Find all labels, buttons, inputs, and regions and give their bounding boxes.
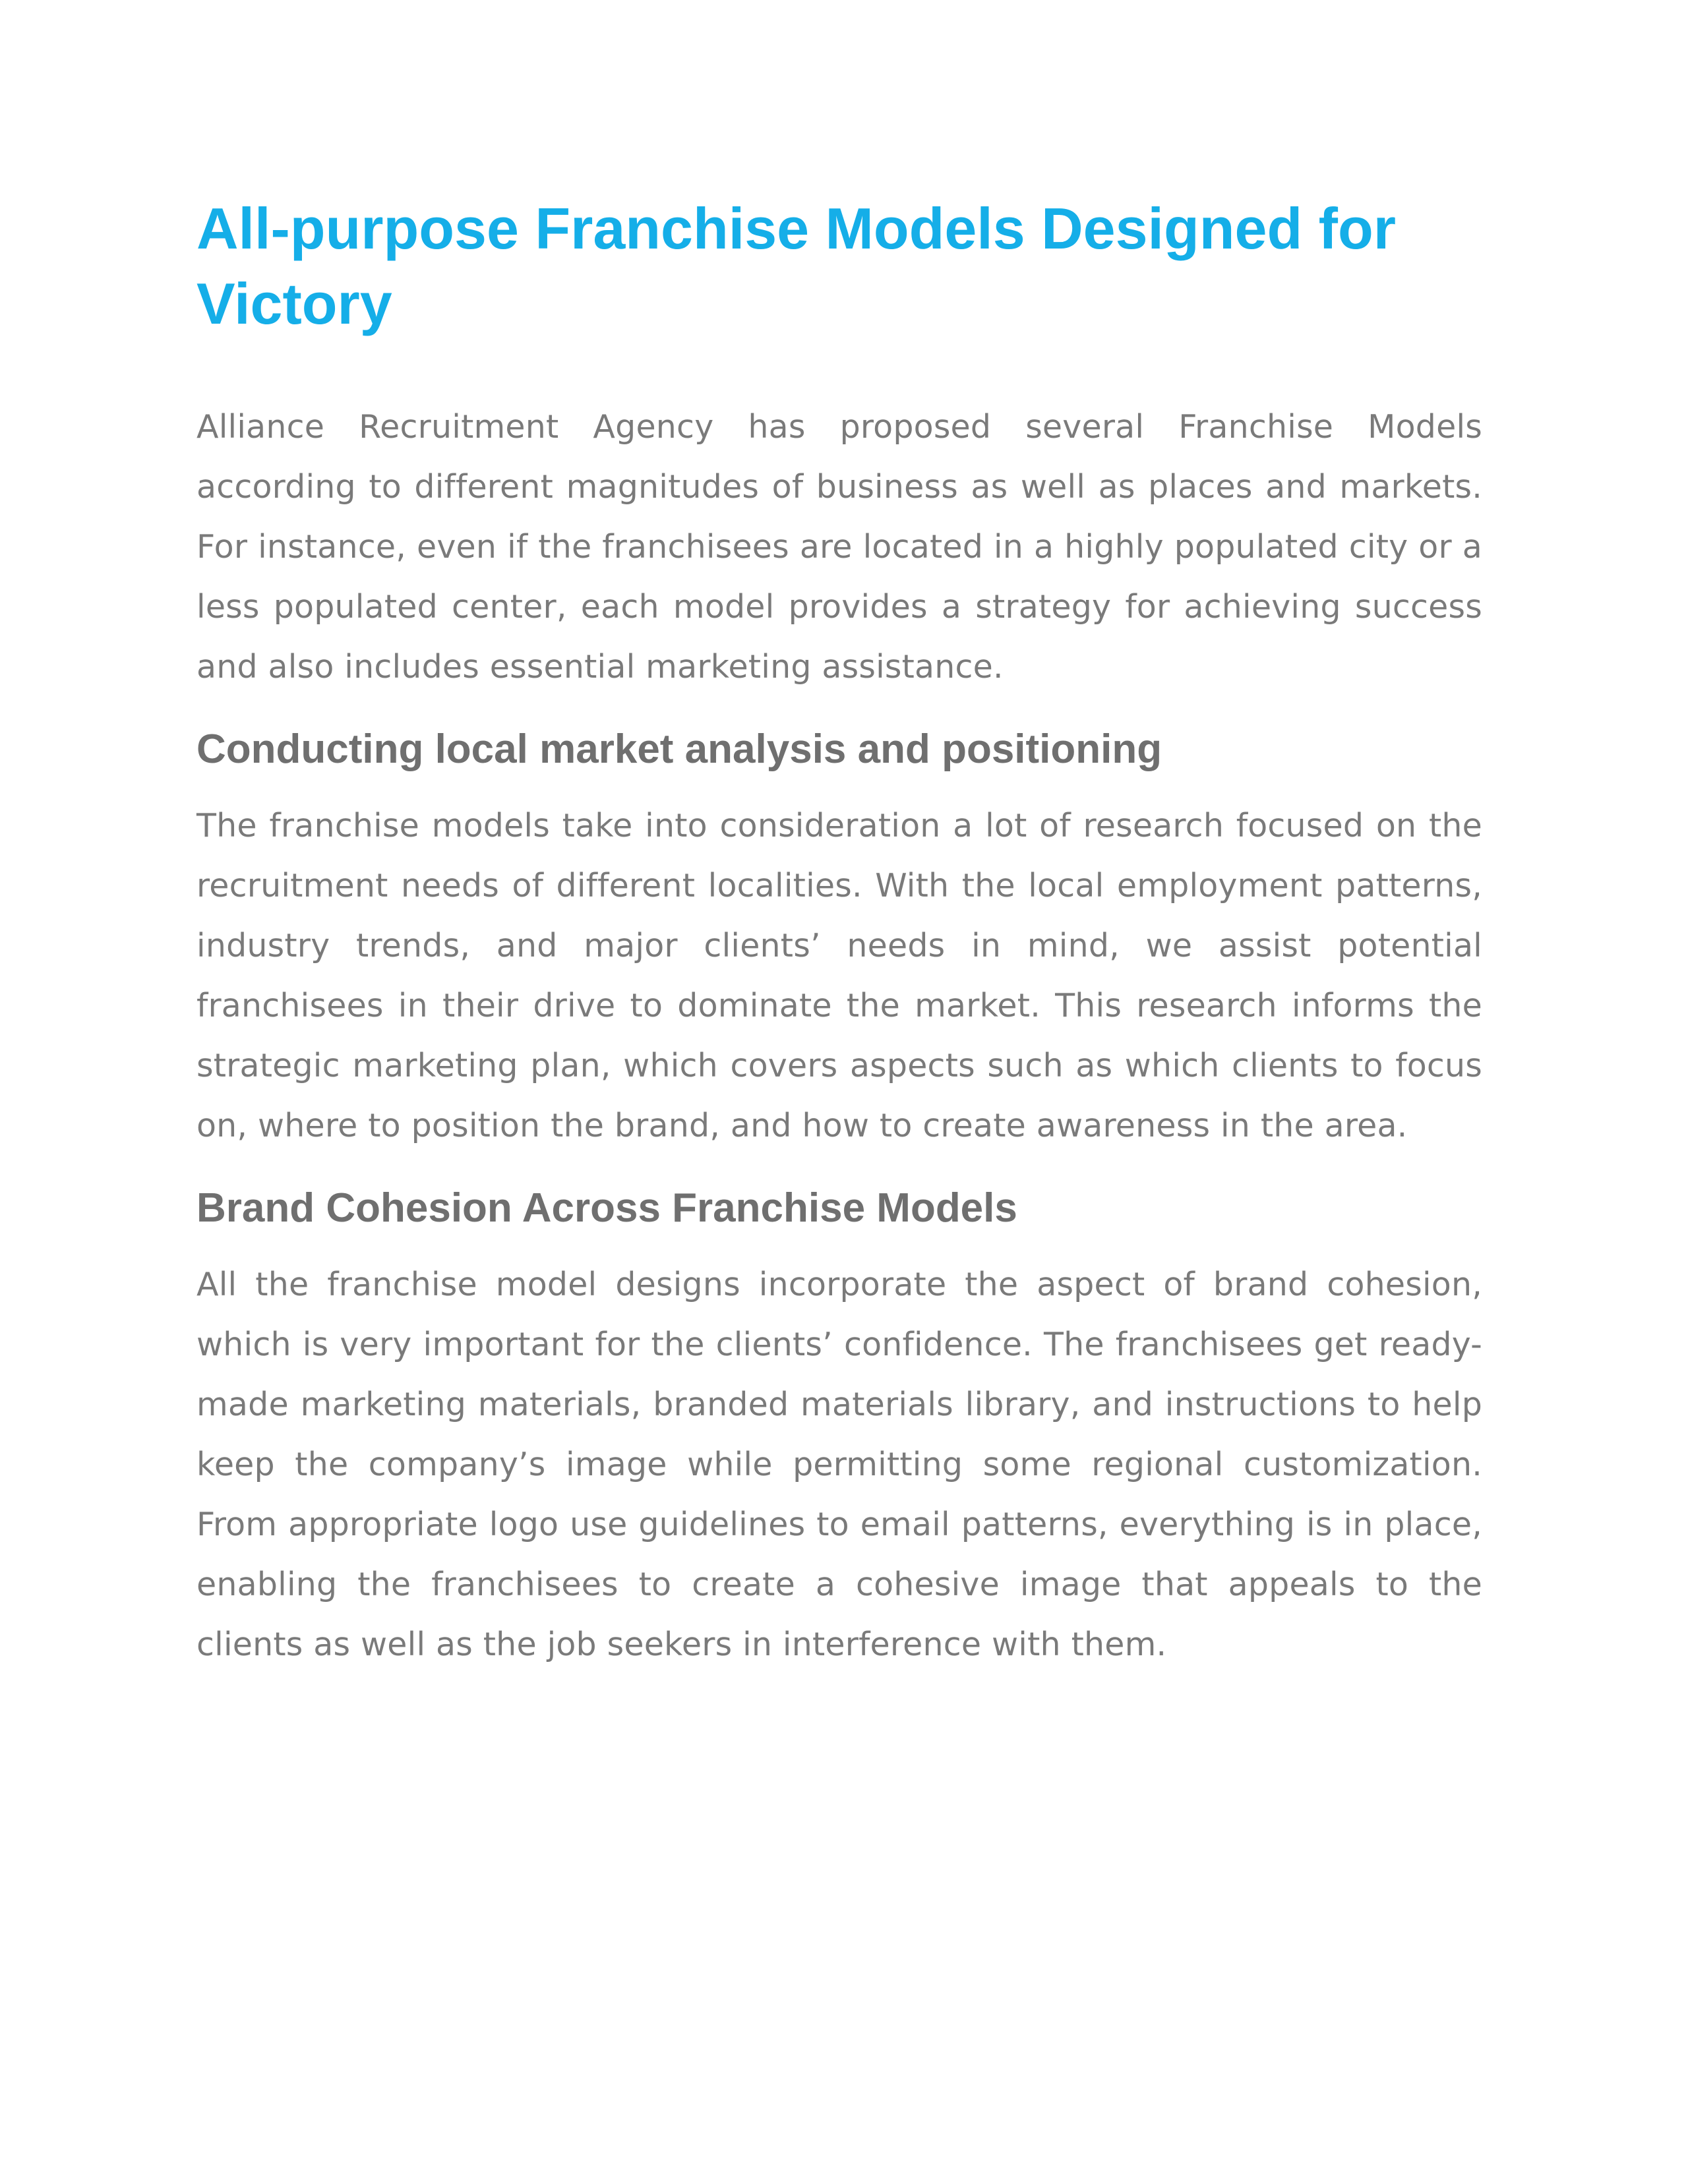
page-title-line-2: Victory — [196, 271, 392, 336]
section-paragraph-brand-cohesion: All the franchise model designs incorporate the aspect of brand cohesion, which is very important for the clients’ confidence. The franchisees get ready-made marketing materials, branded materials library, and instructions to help keep the company’s image while permitting some regional customization. From appropriate logo use guidelines to email patterns, everything is in place, enabling the franchisees to create a cohesive image that appeals to the clients as well as the job seekers in interference with them. — [196, 1266, 1482, 1663]
document-page — [196, 191, 1482, 1674]
page-title — [196, 191, 1482, 341]
section-heading-brand-cohesion: Brand Cohesion Across Franchise Models — [196, 1185, 1017, 1231]
page-title-line-1: All-purpose Franchise Models Designed for — [196, 196, 1396, 261]
section-heading-market-analysis: Conducting local market analysis and positioning — [196, 726, 1162, 772]
intro-paragraph: Alliance Recruitment Agency has proposed several Franchise Models according to different magnitudes of business as well as places and markets. For instance, even if the franchisees are located in a highly populated city or a less populated center, each model provides a strategy for achieving success and also includes essential marketing assistance. — [196, 408, 1482, 686]
section-paragraph-market-analysis: The franchise models take into consideration a lot of research focused on the recruitment needs of different localities. With the local employment patterns, industry trends, and major clients’ needs in mind, we assist potential franchisees in their drive to dominate the market. This research informs the strategic marketing plan, which covers aspects such as which clients to focus on, where to position the brand, and how to create awareness in the area. — [196, 807, 1482, 1144]
